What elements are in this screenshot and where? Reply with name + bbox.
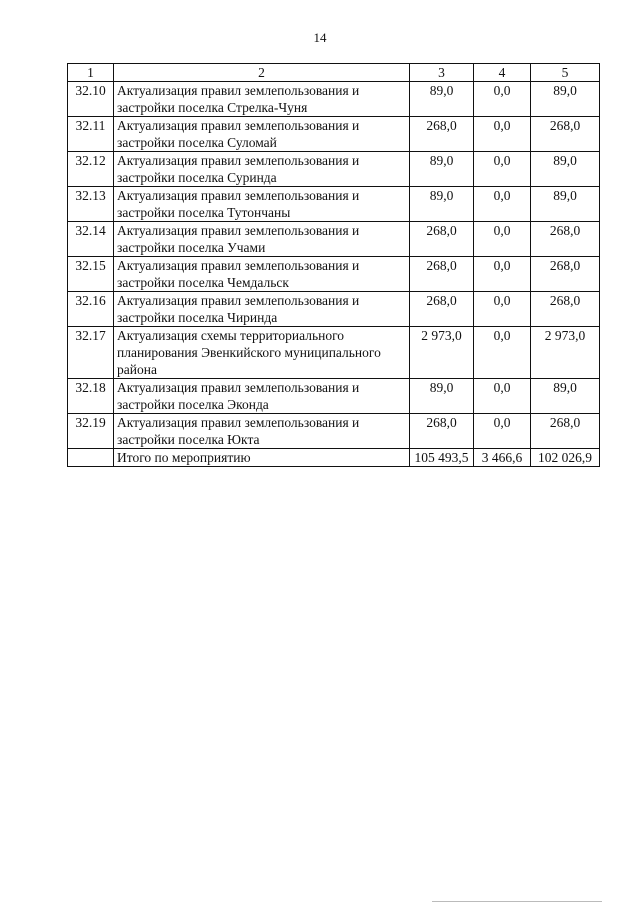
row-name: Актуализация правил землепользования и застройки поселка Юкта — [114, 414, 410, 449]
total-row — [68, 449, 600, 467]
row-value-4: 0,0 — [474, 292, 531, 327]
table-row — [68, 117, 600, 152]
row-value-4: 0,0 — [474, 379, 531, 414]
table-row — [68, 82, 600, 117]
header-cell-3: 3 — [410, 64, 474, 82]
row-value-5: 268,0 — [531, 222, 600, 257]
row-value-3: 268,0 — [410, 414, 474, 449]
table-row — [68, 379, 600, 414]
row-value-4: 0,0 — [474, 152, 531, 187]
header-cell-5: 5 — [531, 64, 600, 82]
row-value-3: 2 973,0 — [410, 327, 474, 379]
row-value-5: 89,0 — [531, 152, 600, 187]
row-number: 32.11 — [68, 117, 114, 152]
row-name: Актуализация правил землепользования и застройки поселка Стрелка-Чуня — [114, 82, 410, 117]
table-row — [68, 414, 600, 449]
data-table — [67, 63, 600, 467]
total-value-5: 102 026,9 — [531, 449, 600, 467]
row-value-3: 268,0 — [410, 292, 474, 327]
table-row — [68, 292, 600, 327]
total-value-4: 3 466,6 — [474, 449, 531, 467]
row-name: Актуализация правил землепользования и застройки поселка Суринда — [114, 152, 410, 187]
total-value-3: 105 493,5 — [410, 449, 474, 467]
row-value-5: 89,0 — [531, 187, 600, 222]
row-value-4: 0,0 — [474, 414, 531, 449]
row-value-5: 268,0 — [531, 257, 600, 292]
row-number: 32.12 — [68, 152, 114, 187]
row-value-4: 0,0 — [474, 257, 531, 292]
row-value-4: 0,0 — [474, 82, 531, 117]
row-value-5: 268,0 — [531, 414, 600, 449]
table-row — [68, 257, 600, 292]
row-number: 32.17 — [68, 327, 114, 379]
row-value-3: 89,0 — [410, 152, 474, 187]
row-number: 32.14 — [68, 222, 114, 257]
row-name: Актуализация правил землепользования и застройки поселка Чиринда — [114, 292, 410, 327]
row-number: 32.13 — [68, 187, 114, 222]
row-value-4: 0,0 — [474, 187, 531, 222]
row-value-3: 268,0 — [410, 257, 474, 292]
total-row-label: Итого по мероприятию — [114, 449, 410, 467]
row-name: Актуализация правил землепользования и застройки поселка Суломай — [114, 117, 410, 152]
header-cell-2: 2 — [114, 64, 410, 82]
header-cell-4: 4 — [474, 64, 531, 82]
row-number: 32.15 — [68, 257, 114, 292]
row-name: Актуализация правил землепользования и застройки поселка Эконда — [114, 379, 410, 414]
row-number: 32.19 — [68, 414, 114, 449]
row-name: Актуализация схемы территориального планирования Эвенкийского муниципального района — [114, 327, 410, 379]
row-value-3: 89,0 — [410, 187, 474, 222]
row-value-3: 89,0 — [410, 82, 474, 117]
row-value-4: 0,0 — [474, 222, 531, 257]
row-value-3: 89,0 — [410, 379, 474, 414]
table-row — [68, 152, 600, 187]
scan-edge-line — [432, 901, 602, 902]
table-header-row — [68, 64, 600, 82]
row-number: 32.16 — [68, 292, 114, 327]
row-number: 32.18 — [68, 379, 114, 414]
row-value-5: 89,0 — [531, 379, 600, 414]
row-value-4: 0,0 — [474, 327, 531, 379]
header-cell-1: 1 — [68, 64, 114, 82]
row-value-3: 268,0 — [410, 117, 474, 152]
row-value-5: 268,0 — [531, 117, 600, 152]
row-number: 32.10 — [68, 82, 114, 117]
page-number: 14 — [313, 30, 327, 45]
row-value-4: 0,0 — [474, 117, 531, 152]
row-value-5: 89,0 — [531, 82, 600, 117]
row-value-5: 268,0 — [531, 292, 600, 327]
table-row — [68, 187, 600, 222]
table-row — [68, 327, 600, 379]
total-row-number — [68, 449, 114, 467]
row-name: Актуализация правил землепользования и застройки поселка Чемдальск — [114, 257, 410, 292]
row-value-5: 2 973,0 — [531, 327, 600, 379]
row-value-3: 268,0 — [410, 222, 474, 257]
table-row — [68, 222, 600, 257]
row-name: Актуализация правил землепользования и застройки поселка Тутончаны — [114, 187, 410, 222]
row-name: Актуализация правил землепользования и застройки поселка Учами — [114, 222, 410, 257]
